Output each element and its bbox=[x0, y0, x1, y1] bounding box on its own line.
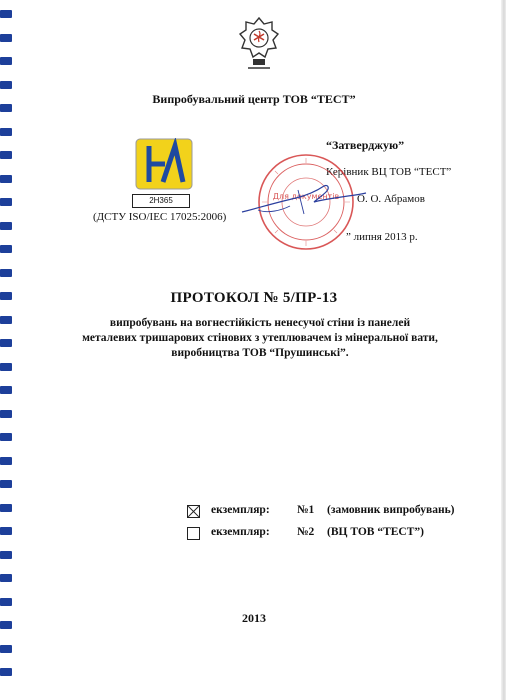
binding-hole bbox=[0, 81, 12, 89]
approval-date: ” липня 2013 р. bbox=[346, 231, 418, 243]
binding-hole bbox=[0, 339, 12, 347]
binding-hole bbox=[0, 504, 12, 512]
binding-hole bbox=[0, 598, 12, 606]
copy-label: екземпляр: bbox=[211, 526, 270, 538]
copy-number: №2 bbox=[297, 526, 315, 538]
binding-hole bbox=[0, 128, 12, 136]
accreditation-logo-icon bbox=[135, 138, 193, 190]
binding-hole bbox=[0, 57, 12, 65]
binding-hole bbox=[0, 645, 12, 653]
copy-recipient: (ВЦ ТОВ “ТЕСТ”) bbox=[327, 526, 424, 538]
binding-hole bbox=[0, 198, 12, 206]
subject-line: випробувань на вогнестійкість ненесучої стіни із панелей bbox=[109, 317, 411, 329]
binding-hole bbox=[0, 457, 12, 465]
accreditation-code: 2Н365 bbox=[132, 194, 190, 208]
binding-hole bbox=[0, 527, 12, 535]
approval-title: “Затверджую” bbox=[326, 138, 405, 152]
binding-hole bbox=[0, 316, 12, 324]
protocol-title: ПРОТОКОЛ № 5/ПР-13 bbox=[170, 290, 338, 306]
organization-name: Випробувальний центр ТОВ “ТЕСТ” bbox=[152, 92, 356, 106]
binding-hole bbox=[0, 151, 12, 159]
copy-2-checkbox[interactable] bbox=[187, 527, 200, 540]
binding-hole bbox=[0, 222, 12, 230]
protocol-subject bbox=[60, 316, 460, 361]
document-year: 2013 bbox=[242, 611, 266, 625]
subject-line: металевих тришарових стінових з утеплювачем із мінеральної вати, bbox=[82, 332, 438, 344]
binding-hole bbox=[0, 668, 12, 676]
accreditation-standard: (ДСТУ ISO/IEC 17025:2006) bbox=[93, 211, 227, 223]
binding-hole bbox=[0, 433, 12, 441]
binding-hole bbox=[0, 551, 12, 559]
copy-recipient: (замовник випробувань) bbox=[327, 504, 455, 516]
organization-logo-icon bbox=[238, 16, 280, 76]
binding-hole bbox=[0, 175, 12, 183]
binding-hole bbox=[0, 363, 12, 371]
binding-hole bbox=[0, 269, 12, 277]
approval-role: Керівник ВЦ ТОВ “ТЕСТ” bbox=[326, 166, 452, 178]
handwritten-signature bbox=[238, 180, 368, 220]
binding-hole bbox=[0, 574, 12, 582]
binding-hole bbox=[0, 410, 12, 418]
binding-hole bbox=[0, 34, 12, 42]
copy-label: екземпляр: bbox=[211, 504, 270, 516]
copy-1-checkbox[interactable] bbox=[187, 505, 200, 518]
binding-hole bbox=[0, 10, 12, 18]
binding-hole bbox=[0, 386, 12, 394]
approval-name: О. О. Абрамов bbox=[357, 193, 425, 205]
stamp-text: Для документів bbox=[272, 192, 340, 201]
copy-number: №1 bbox=[297, 504, 315, 516]
binding-hole bbox=[0, 480, 12, 488]
subject-line: виробництва ТОВ “Прушинські”. bbox=[171, 347, 349, 359]
binding-hole bbox=[0, 245, 12, 253]
